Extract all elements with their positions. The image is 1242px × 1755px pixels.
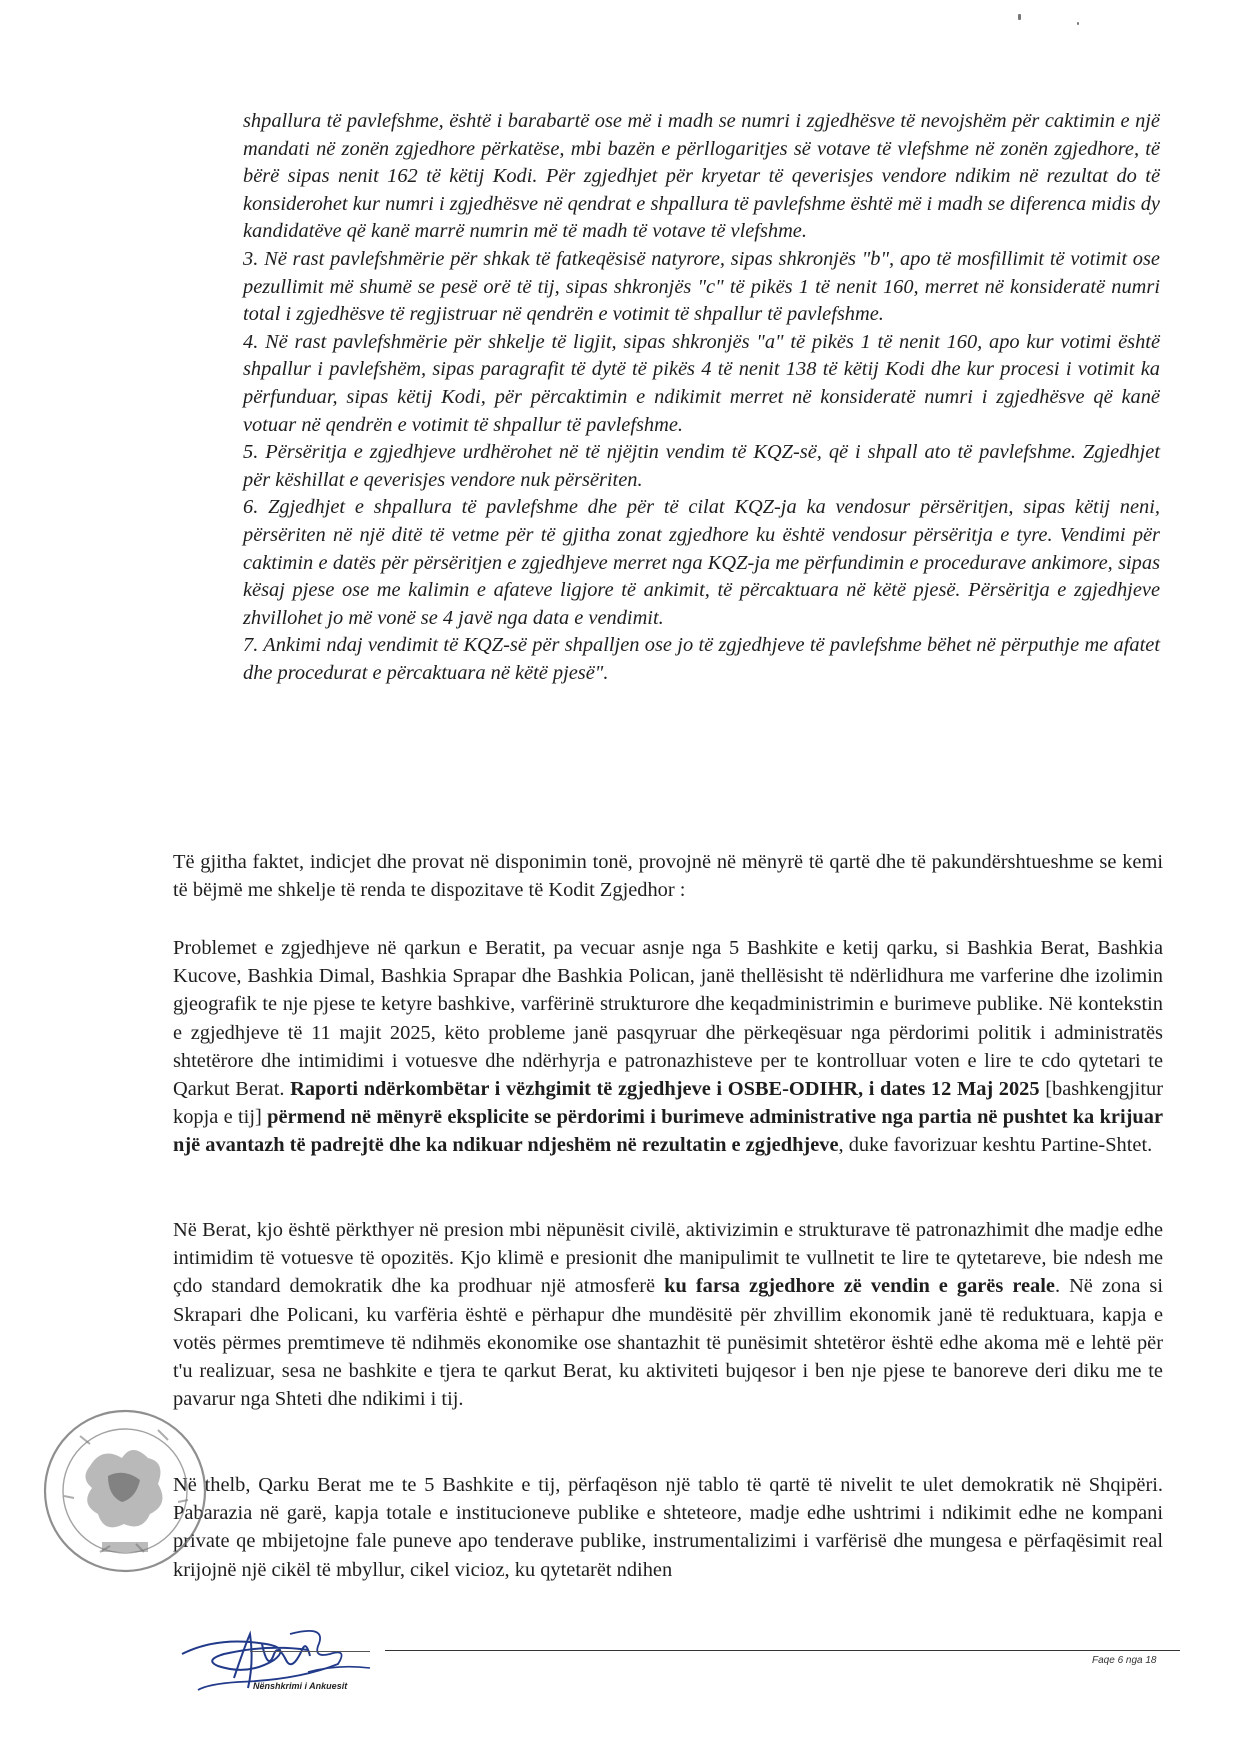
bold-text-run: ku farsa zgjedhore zë vendin e garës reale <box>664 1275 1055 1298</box>
page-number: Faqe 6 nga 18 <box>1092 1655 1157 1666</box>
paragraph-text <box>173 934 1163 1160</box>
quote-paragraph: 7. Ankimi ndaj vendimit të KQZ-së për shpalljen ose jo të zgjedhjeve të pavlefshme bëhet në përputhje me afatet dhe procedurat e përcaktuara në këtë pjesë". <box>243 634 1160 684</box>
paragraph-text: Në thelb, Qarku Berat me te 5 Bashkite e tij, përfaqëson një tablo të qartë të nivelit te ulet demokratik në Shqipëri. Pabarazia në garë, kapja totale e institucioneve publike e shteteore, madje edhe ushtrimi i ndikimit edhe ne kompani private qe mbijetojne fale puneve apo tenderave publike, instrumentalizimi i varfërisë dhe mungesa e përfaqësimit real krijojnë një cikël të mbyllur, cikel vicioz, ku qytetarët ndihen <box>173 1474 1163 1581</box>
scan-speck <box>1018 14 1021 20</box>
text-run: Në Berat, kjo është përkthyer në presion mbi nëpunësit civilë, aktivizimin e strukturave të patronazhimit dhe madje edhe intimidim të votuesve të opozitës. Kjo klimë e presionit dhe manipulimit te vullnetit te lire te qytetareve, bie ndesh me çdo standard demokratik dhe ka prodhuar një atmosferë <box>173 1219 1163 1298</box>
quote-paragraph: 4. Në rast pavlefshmërie për shkelje të ligjit, sipas shkronjës "a" të pikës 1 të nenit 160, apo kur votimi është shpallur i pavlefshëm, sipas paragrafit të dytë të pikës 4 të nenit 138 të këtij Kodi dhe kur procesi i votimit ka përfunduar, sipas këtij Kodi, për përcaktimin e ndikimit merret në konsideratë numri i zgjedhësve që kanë votuar në qendrën e votimit të shpallur të pavlefshme. <box>243 330 1160 436</box>
quote-paragraph: 6. Zgjedhjet e shpallura të pavlefshme dhe për të cilat KQZ-ja ka vendosur përsëritjen, sipas këtij neni, përsëriten në një ditë të vetme për të gjitha zonat zgjedhore ku është vendosur përsëritja e tyre. Vendimi për caktimin e datës për përsëritjen e zgjedhjeve merret nga KQZ-ja me përfundimin e procedurave ankimore, sipas kësaj pjese ose me kalimin e afateve ligjore të ankimit, të përcaktuara në këtë pjesë. Përsëritja e zgjedhjeve zhvillohet jo më vonë se 4 javë nga data e vendimit. <box>243 496 1160 629</box>
paragraph-text <box>173 1216 1163 1413</box>
official-stamp <box>40 1406 210 1576</box>
quoted-law-article <box>243 108 1160 687</box>
text-run: [bashkengjitur kopja e tij] <box>173 1078 1163 1129</box>
text-run: . Në zona si Skrapari dhe Policani, ku varfëria është e përhapur dhe mundësitë për zhvillim ekonomik janë të reduktuara, kapja e votës përmes premtimeve të ndihmës ekonomike ose shantazhit të punësimit shtetëror është edhe akoma më e lehtë për t'u realizuar, sesa ne bashkite e tjera te qarkut Berat, ku aktiviteti bujqesor i ben nje pjese te banoreve deri diku me te pavarur nga Shteti dhe ndikimi i tij. <box>173 1275 1163 1411</box>
quote-paragraph: 5. Përsëritja e zgjedhjeve urdhërohet në të njëjtin vendim të KQZ-së, që i shpall ato të pavlefshme. Zgjedhjet për këshillat e qeverisjes vendore nuk përsëriten. <box>243 441 1160 491</box>
quote-paragraph: shpallura të pavlefshme, është i barabartë ose më i madh se numri i zgjedhësve të nevojshëm për caktimin e një mandati në zonën zgjedhore përkatëse, mbi bazën e përllogaritjes së votave të vlefshme në zonën zgjedhore, të bërë sipas nenit 162 të këtij Kodi. Për zgjedhjet për kryetar të qeverisjes vendore ndikim në rezultat do të konsiderohet kur numri i zgjedhësve në qendrat e shpallura të pavlefshme është më i madh se diferenca midis dy kandidatëve që kanë marrë numrin më të madh të votave të vlefshme. <box>243 110 1160 243</box>
signature-label: Nënshkrimi i Ankuesit <box>253 1681 348 1691</box>
footer-rule <box>385 1650 1180 1651</box>
text-run: , duke favorizuar keshtu Partine-Shtet. <box>838 1134 1153 1157</box>
body-paragraph-conclusion <box>173 1471 1163 1584</box>
bold-text-run: Raporti ndërkombëtar i vëzhgimit të zgjedhjeve i OSBE-ODIHR, i dates 12 Maj 2025 <box>290 1078 1040 1101</box>
paragraph-text: Të gjitha faktet, indicjet dhe provat në disponimin tonë, provojnë në mënyrë të qartë dhe të pakundërshtueshme se kemi të bëjmë me shkelje të renda te dispozitave të Kodit Zgjedhor : <box>173 851 1163 902</box>
body-paragraph-berat-pressure <box>173 1216 1163 1413</box>
scan-speck <box>1077 22 1079 25</box>
bold-text-run: përmend në mënyrë eksplicite se përdorimi i burimeve administrative nga partia në pushtet ka krijuar një avantazh të padrejtë dhe ka ndikuar ndjeshëm në rezultatin e zgjedhjeve <box>173 1106 1163 1157</box>
signature-underline <box>250 1651 370 1652</box>
text-run: Problemet e zgjedhjeve në qarkun e Beratit, pa vecuar asnje nga 5 Bashkite e ketij qarku, si Bashkia Berat, Bashkia Kucove, Bashkia Dimal, Bashkia Sprapar dhe Bashkia Polican, janë thellësisht të ndërlidhura me varferine dhe izolimin gjeografik te nje pjese te ketyre bashkive, varfërinë strukturore dhe keqadministrimin e burimeve publike. Në kontekstin e zgjedhjeve të 11 majit 2025, këto probleme janë pasqyruar dhe përkeqësuar nga përdorimi politik i administratës shtetërore dhe intimidimi i votuesve dhe ndërhyrja e patronazhisteve per te kontrolluar voten e lire te cdo qytetari te Qarkut Berat. <box>173 937 1163 1101</box>
quote-paragraph: 3. Në rast pavlefshmërie për shkak të fatkeqësisë natyrore, sipas shkronjës "b", apo të mosfillimit të votimit ose pezullimit më shumë se pesë orë të tij, sipas shkronjës "c" të pikës 1 të nenit 160, merret në konsideratë numri total i zgjedhësve të regjistruar në qendrën e votimit të shpallur të pavlefshme. <box>243 247 1160 326</box>
body-paragraph-berat-problems <box>173 934 1163 1160</box>
body-paragraph-facts <box>173 848 1163 904</box>
